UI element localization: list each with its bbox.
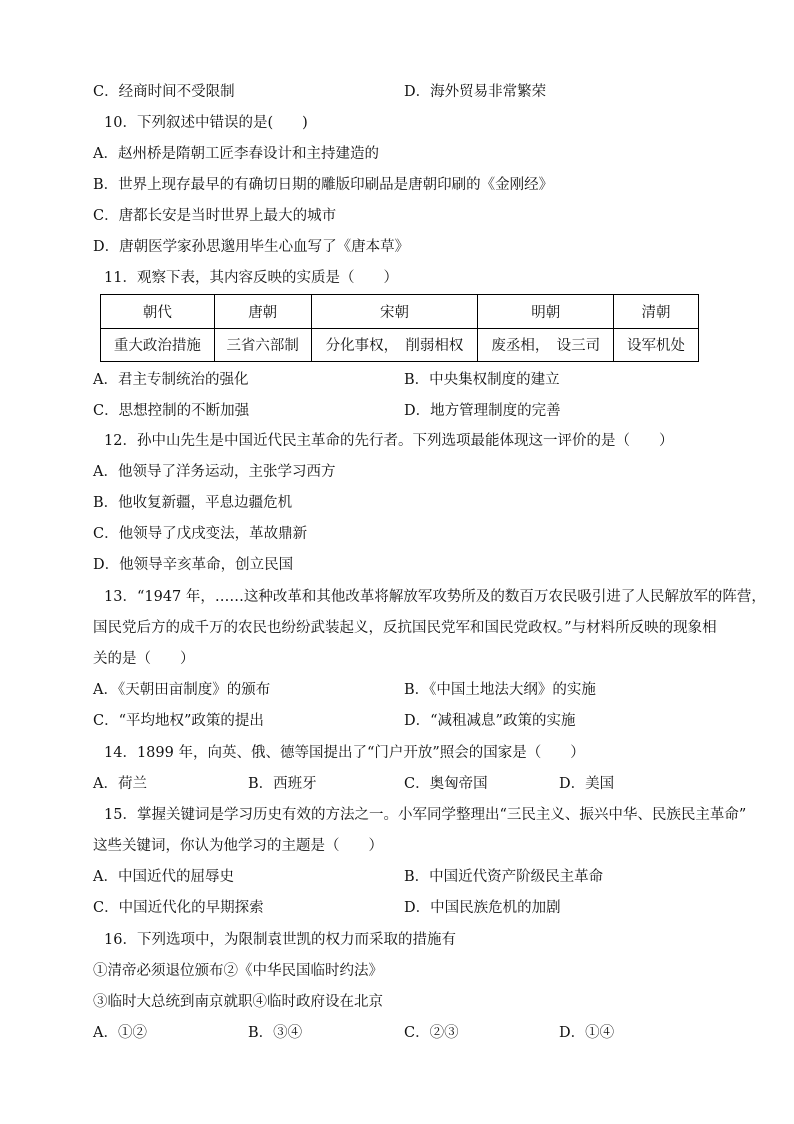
q13-stem-line-3: 关的是（ ）: [93, 651, 195, 667]
q15-option-a: A．中国近代的屈辱史: [93, 869, 234, 885]
q13-option-a: A．《天朝田亩制度》的颁布: [93, 682, 271, 698]
q10-option-d: D．唐朝医学家孙思邈用毕生心血写了《唐本草》: [93, 239, 410, 255]
q15-option-c: C．中国近代化的早期探索: [93, 900, 264, 916]
q12-option-b: B．他收复新疆，平息边疆危机: [93, 495, 293, 511]
q16-option-a: A．①②: [93, 1025, 147, 1041]
table-cell: 废丞相， 设三司: [478, 328, 614, 362]
q16-stem: 16．下列选项中，为限制袁世凯的权力而采取的措施有: [104, 932, 456, 948]
table-header-cell: 唐朝: [214, 295, 311, 329]
q11-stem: 11．观察下表，其内容反映的实质是（ ）: [104, 270, 398, 286]
table-header-cell: 清朝: [614, 295, 699, 329]
table-cell: 三省六部制: [214, 328, 311, 362]
q14-option-a: A．荷兰: [93, 776, 147, 792]
q15-option-d: D．中国民族危机的加剧: [404, 900, 561, 916]
table-header-row: [101, 295, 699, 329]
q14-stem: 14．1899 年，向英、俄、德等国提出了“门户开放”照会的国家是（ ）: [104, 745, 585, 761]
q9-option-d: D．海外贸易非常繁荣: [404, 84, 547, 100]
q14-option-b: B．西班牙: [248, 776, 317, 792]
q14-option-d: D．美国: [559, 776, 615, 792]
q14-option-c: C．奥匈帝国: [404, 776, 488, 792]
q13-stem-line-2: 国民党后方的成千万的农民也纷纷武装起义，反抗国民党军和国民党政权。”与材料所反映的现象相: [93, 620, 717, 636]
q10-option-a: A．赵州桥是隋朝工匠李春设计和主持建造的: [93, 146, 379, 162]
table-header-cell: 宋朝: [311, 295, 478, 329]
table-cell: 设军机处: [614, 328, 699, 362]
q13-option-d: D．“减租减息”政策的实施: [404, 713, 576, 729]
q12-option-c: C．他领导了戊戌变法，革故鼎新: [93, 526, 308, 542]
table-cell: 重大政治措施: [101, 328, 215, 362]
q11-option-d: D．地方管理制度的完善: [404, 403, 561, 419]
dynasty-policy-table: [100, 294, 699, 362]
q9-option-c: C．经商时间不受限制: [93, 84, 235, 100]
q12-option-a: A．他领导了洋务运动，主张学习西方: [93, 464, 336, 480]
q12-stem: 12．孙中山先生是中国近代民主革命的先行者。下列选项最能体现这一评价的是（ ）: [104, 433, 674, 449]
q16-option-c: C．②③: [404, 1025, 459, 1041]
table-header-cell: 明朝: [478, 295, 614, 329]
q16-option-d: D．①④: [559, 1025, 615, 1041]
q15-stem-line-2: 这些关键词，你认为他学习的主题是（ ）: [93, 838, 383, 854]
q16-statements-line-1: ①清帝必须退位颁布②《中华民国临时约法》: [93, 963, 383, 979]
table-cell: 分化事权， 削弱相权: [311, 328, 478, 362]
q16-statements-line-2: ③临时大总统到南京就职④临时政府设在北京: [93, 994, 383, 1010]
q13-option-b: B．《中国土地法大纲》的实施: [404, 682, 596, 698]
q13-stem-line-1: 13．“1947 年，……这种改革和其他改革将解放军攻势所及的数百万农民吸引进了人民解放军的阵营，: [104, 589, 766, 605]
q10-stem: 10．下列叙述中错误的是( ): [104, 115, 308, 131]
q15-option-b: B．中国近代资产阶级民主革命: [404, 869, 604, 885]
q15-stem-line-1: 15．掌握关键词是学习历史有效的方法之一。小军同学整理出“三民主义、振兴中华、民族民主革命”: [104, 807, 747, 823]
q11-option-c: C．思想控制的不断加强: [93, 403, 250, 419]
q10-option-b: B．世界上现存最早的有确切日期的雕版印刷品是唐朝印刷的《金刚经》: [93, 177, 554, 193]
q16-option-b: B．③④: [248, 1025, 303, 1041]
table-row: [101, 328, 699, 362]
q10-option-c: C．唐都长安是当时世界上最大的城市: [93, 208, 337, 224]
q11-option-a: A．君主专制统治的强化: [93, 372, 249, 388]
q11-option-b: B．中央集权制度的建立: [404, 372, 560, 388]
q12-option-d: D．他领导辛亥革命，创立民国: [93, 557, 294, 573]
table-header-cell: 朝代: [101, 295, 215, 329]
q13-option-c: C．“平均地权”政策的提出: [93, 713, 264, 729]
